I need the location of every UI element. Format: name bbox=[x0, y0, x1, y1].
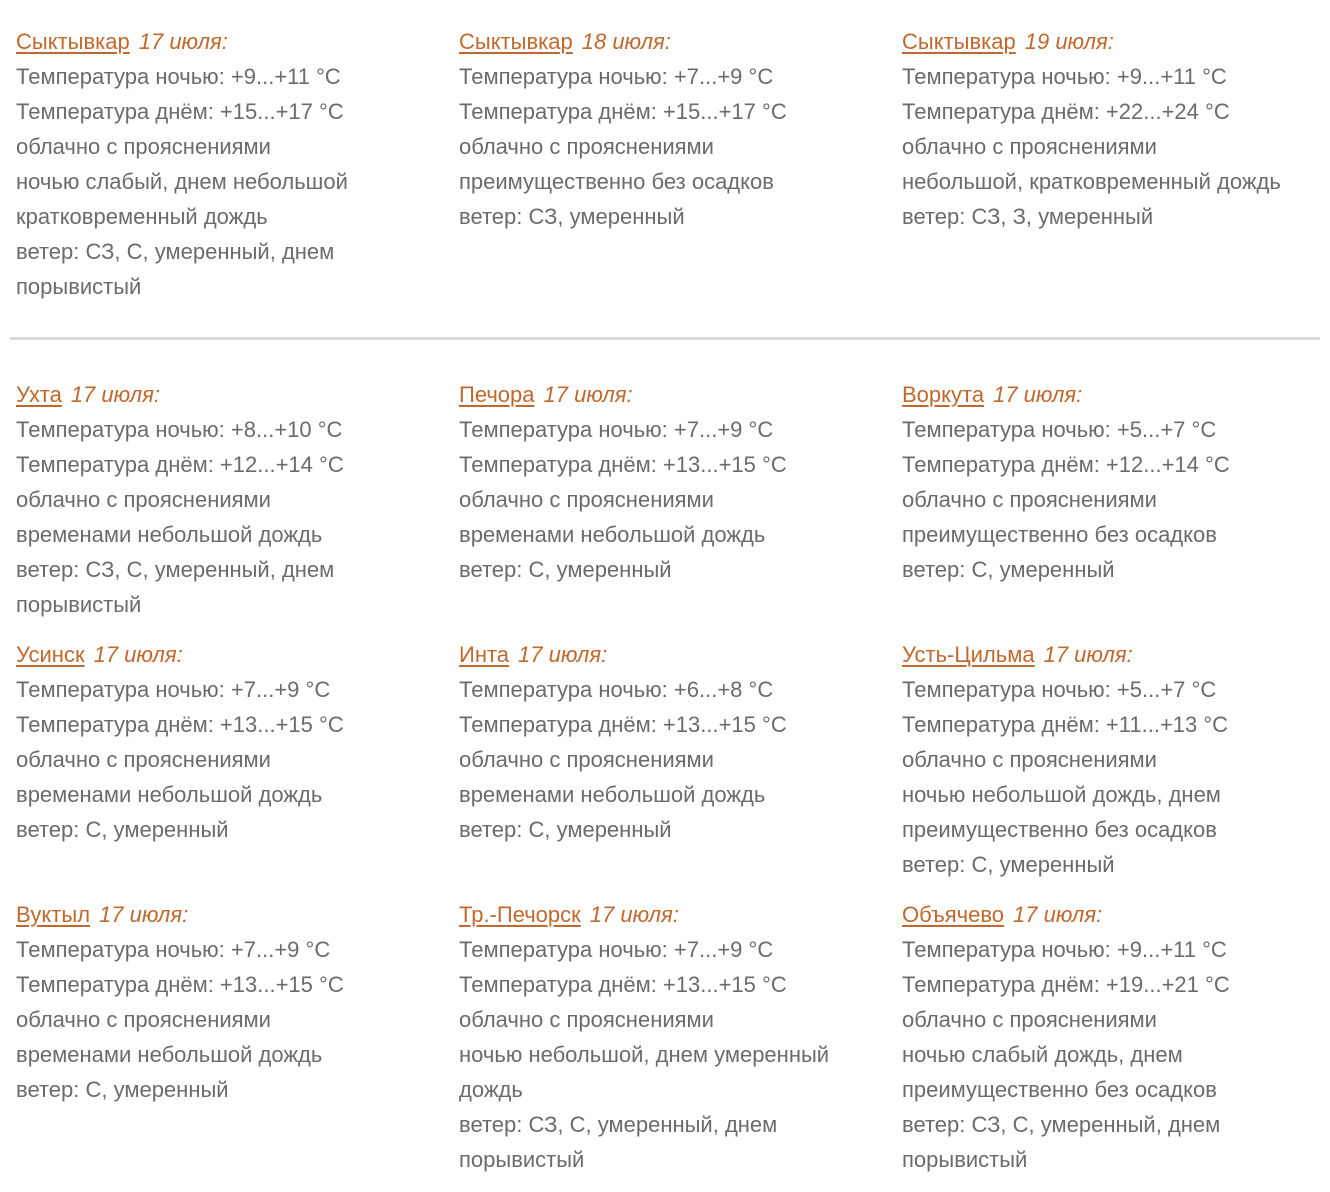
forecast-row-regions-1 bbox=[0, 377, 1330, 637]
forecast-header bbox=[902, 24, 1309, 59]
city-link[interactable]: Сыктывкар bbox=[16, 29, 130, 54]
forecast-line: Температура ночью: +7...+9 °C bbox=[16, 937, 331, 962]
forecast-card bbox=[0, 377, 443, 622]
forecast-card bbox=[886, 377, 1329, 587]
forecast-card bbox=[0, 897, 443, 1107]
forecast-card bbox=[886, 637, 1329, 882]
forecast-header bbox=[16, 377, 423, 412]
forecast-line: Температура днём: +22...+24 °C bbox=[902, 99, 1230, 124]
city-link[interactable]: Тр.-Печорск bbox=[459, 902, 581, 927]
forecast-line: ночью небольшой дождь, днем преимущественно без осадков bbox=[902, 782, 1221, 842]
forecast-date: 17 июля: bbox=[589, 902, 679, 927]
forecast-line: Температура ночью: +8...+10 °C bbox=[16, 417, 343, 442]
forecast-line: Температура ночью: +7...+9 °C bbox=[16, 677, 331, 702]
forecast-line: ночью небольшой, днем умеренный дождь bbox=[459, 1042, 830, 1102]
forecast-line: ветер: С, умеренный bbox=[459, 817, 672, 842]
forecast-line: ночью слабый, днем небольшой кратковременный дождь bbox=[16, 169, 348, 229]
forecast-line: Температура днём: +13...+15 °C bbox=[16, 712, 344, 737]
forecast-line: облачно с прояснениями bbox=[459, 487, 714, 512]
forecast-line: Температура ночью: +7...+9 °C bbox=[459, 937, 774, 962]
forecast-card bbox=[0, 24, 443, 304]
forecast-date: 17 июля: bbox=[1013, 902, 1103, 927]
forecast-date: 17 июля: bbox=[99, 902, 189, 927]
forecast-lines bbox=[16, 412, 423, 622]
forecast-date: 17 июля: bbox=[93, 642, 183, 667]
forecast-line: Температура ночью: +6...+8 °C bbox=[459, 677, 774, 702]
forecast-line: Температура ночью: +7...+9 °C bbox=[459, 417, 774, 442]
forecast-header bbox=[16, 24, 423, 59]
city-link[interactable]: Сыктывкар bbox=[902, 29, 1016, 54]
city-link[interactable]: Вуктыл bbox=[16, 902, 91, 927]
forecast-line: облачно с прояснениями bbox=[902, 747, 1157, 772]
city-link[interactable]: Сыктывкар bbox=[459, 29, 573, 54]
forecast-line: ветер: СЗ, С, умеренный, днем порывистый bbox=[16, 239, 335, 299]
city-link[interactable]: Печора bbox=[459, 382, 535, 407]
forecast-line: Температура днём: +19...+21 °C bbox=[902, 972, 1230, 997]
forecast-line: Температура днём: +13...+15 °C bbox=[459, 972, 787, 997]
forecast-line: ветер: СЗ, З, умеренный bbox=[902, 204, 1154, 229]
forecast-line: Температура днём: +15...+17 °C bbox=[16, 99, 344, 124]
forecast-line: Температура ночью: +7...+9 °C bbox=[459, 64, 774, 89]
forecast-line: облачно с прояснениями bbox=[902, 134, 1157, 159]
forecast-line: временами небольшой дождь bbox=[16, 782, 323, 807]
forecast-line: Температура днём: +11...+13 °C bbox=[902, 712, 1229, 737]
forecast-lines bbox=[459, 59, 866, 234]
forecast-line: временами небольшой дождь bbox=[459, 782, 766, 807]
forecast-date: 17 июля: bbox=[70, 382, 160, 407]
city-link[interactable]: Ухта bbox=[16, 382, 62, 407]
forecast-row-regions-2 bbox=[0, 637, 1330, 897]
forecast-lines bbox=[16, 672, 423, 847]
forecast-line: облачно с прояснениями bbox=[902, 487, 1157, 512]
forecast-header bbox=[459, 377, 866, 412]
forecast-line: ветер: СЗ, С, умеренный, днем порывистый bbox=[459, 1112, 778, 1172]
city-link[interactable]: Усть-Цильма bbox=[902, 642, 1035, 667]
forecast-row-syktyvkar bbox=[0, 24, 1330, 319]
forecast-line: ветер: С, умеренный bbox=[16, 817, 229, 842]
forecast-header bbox=[902, 637, 1309, 672]
forecast-line: Температура днём: +12...+14 °C bbox=[16, 452, 344, 477]
forecast-line: Температура ночью: +5...+7 °C bbox=[902, 677, 1217, 702]
forecast-header bbox=[459, 24, 866, 59]
forecast-card bbox=[443, 897, 886, 1177]
forecast-line: облачно с прояснениями bbox=[459, 747, 714, 772]
forecast-line: ветер: СЗ, С, умеренный, днем порывистый bbox=[902, 1112, 1221, 1172]
city-link[interactable]: Воркута bbox=[902, 382, 985, 407]
forecast-line: преимущественно без осадков bbox=[902, 522, 1217, 547]
forecast-line: небольшой, кратковременный дождь bbox=[902, 169, 1281, 194]
forecast-line: преимущественно без осадков bbox=[459, 169, 774, 194]
forecast-line: Температура днём: +13...+15 °C bbox=[459, 452, 787, 477]
city-link[interactable]: Инта bbox=[459, 642, 510, 667]
forecast-lines bbox=[902, 412, 1309, 587]
forecast-line: ночью слабый дождь, днем преимущественно без осадков bbox=[902, 1042, 1217, 1102]
forecast-line: временами небольшой дождь bbox=[16, 1042, 323, 1067]
forecast-header bbox=[459, 637, 866, 672]
forecast-lines bbox=[459, 412, 866, 587]
forecast-line: облачно с прояснениями bbox=[459, 134, 714, 159]
forecast-date: 17 июля: bbox=[518, 642, 608, 667]
forecast-row-regions-3 bbox=[0, 897, 1330, 1192]
forecast-line: Температура ночью: +9...+11 °C bbox=[16, 64, 341, 89]
forecast-line: облачно с прояснениями bbox=[16, 134, 271, 159]
forecast-date: 17 июля: bbox=[138, 29, 228, 54]
forecast-line: Температура днём: +13...+15 °C bbox=[16, 972, 344, 997]
forecast-lines bbox=[459, 932, 866, 1177]
forecast-card bbox=[443, 377, 886, 587]
forecast-line: ветер: СЗ, умеренный bbox=[459, 204, 685, 229]
forecast-line: ветер: С, умеренный bbox=[459, 557, 672, 582]
forecast-header bbox=[16, 637, 423, 672]
forecast-date: 18 июля: bbox=[581, 29, 671, 54]
forecast-date: 17 июля: bbox=[1043, 642, 1133, 667]
city-link[interactable]: Усинск bbox=[16, 642, 85, 667]
forecast-lines bbox=[459, 672, 866, 847]
forecast-line: облачно с прояснениями bbox=[459, 1007, 714, 1032]
forecast-line: Температура ночью: +9...+11 °C bbox=[902, 937, 1227, 962]
forecast-header bbox=[16, 897, 423, 932]
forecast-line: временами небольшой дождь bbox=[16, 522, 323, 547]
forecast-card bbox=[443, 637, 886, 847]
forecast-line: ветер: С, умеренный bbox=[16, 1077, 229, 1102]
forecast-line: облачно с прояснениями bbox=[16, 747, 271, 772]
forecast-lines bbox=[902, 672, 1309, 882]
forecast-line: временами небольшой дождь bbox=[459, 522, 766, 547]
city-link[interactable]: Объячево bbox=[902, 902, 1005, 927]
forecast-line: облачно с прояснениями bbox=[16, 1007, 271, 1032]
forecast-date: 17 июля: bbox=[543, 382, 633, 407]
forecast-line: облачно с прояснениями bbox=[902, 1007, 1157, 1032]
forecast-lines bbox=[902, 932, 1309, 1177]
forecast-header bbox=[459, 897, 866, 932]
forecast-card bbox=[886, 24, 1329, 234]
section-divider bbox=[10, 337, 1320, 340]
forecast-line: ветер: С, умеренный bbox=[902, 852, 1115, 877]
forecast-card bbox=[443, 24, 886, 234]
forecast-lines bbox=[16, 59, 423, 304]
forecast-line: Температура днём: +15...+17 °C bbox=[459, 99, 787, 124]
forecast-card bbox=[886, 897, 1329, 1177]
forecast-card bbox=[0, 637, 443, 847]
forecast-header bbox=[902, 897, 1309, 932]
forecast-line: ветер: СЗ, С, умеренный, днем порывистый bbox=[16, 557, 335, 617]
forecast-line: ветер: С, умеренный bbox=[902, 557, 1115, 582]
forecast-line: облачно с прояснениями bbox=[16, 487, 271, 512]
forecast-date: 17 июля: bbox=[993, 382, 1083, 407]
forecast-line: Температура ночью: +5...+7 °C bbox=[902, 417, 1217, 442]
forecast-header bbox=[902, 377, 1309, 412]
forecast-lines bbox=[16, 932, 423, 1107]
forecast-line: Температура днём: +12...+14 °C bbox=[902, 452, 1230, 477]
forecast-line: Температура ночью: +9...+11 °C bbox=[902, 64, 1227, 89]
forecast-line: Температура днём: +13...+15 °C bbox=[459, 712, 787, 737]
forecast-lines bbox=[902, 59, 1309, 234]
forecast-date: 19 июля: bbox=[1024, 29, 1114, 54]
